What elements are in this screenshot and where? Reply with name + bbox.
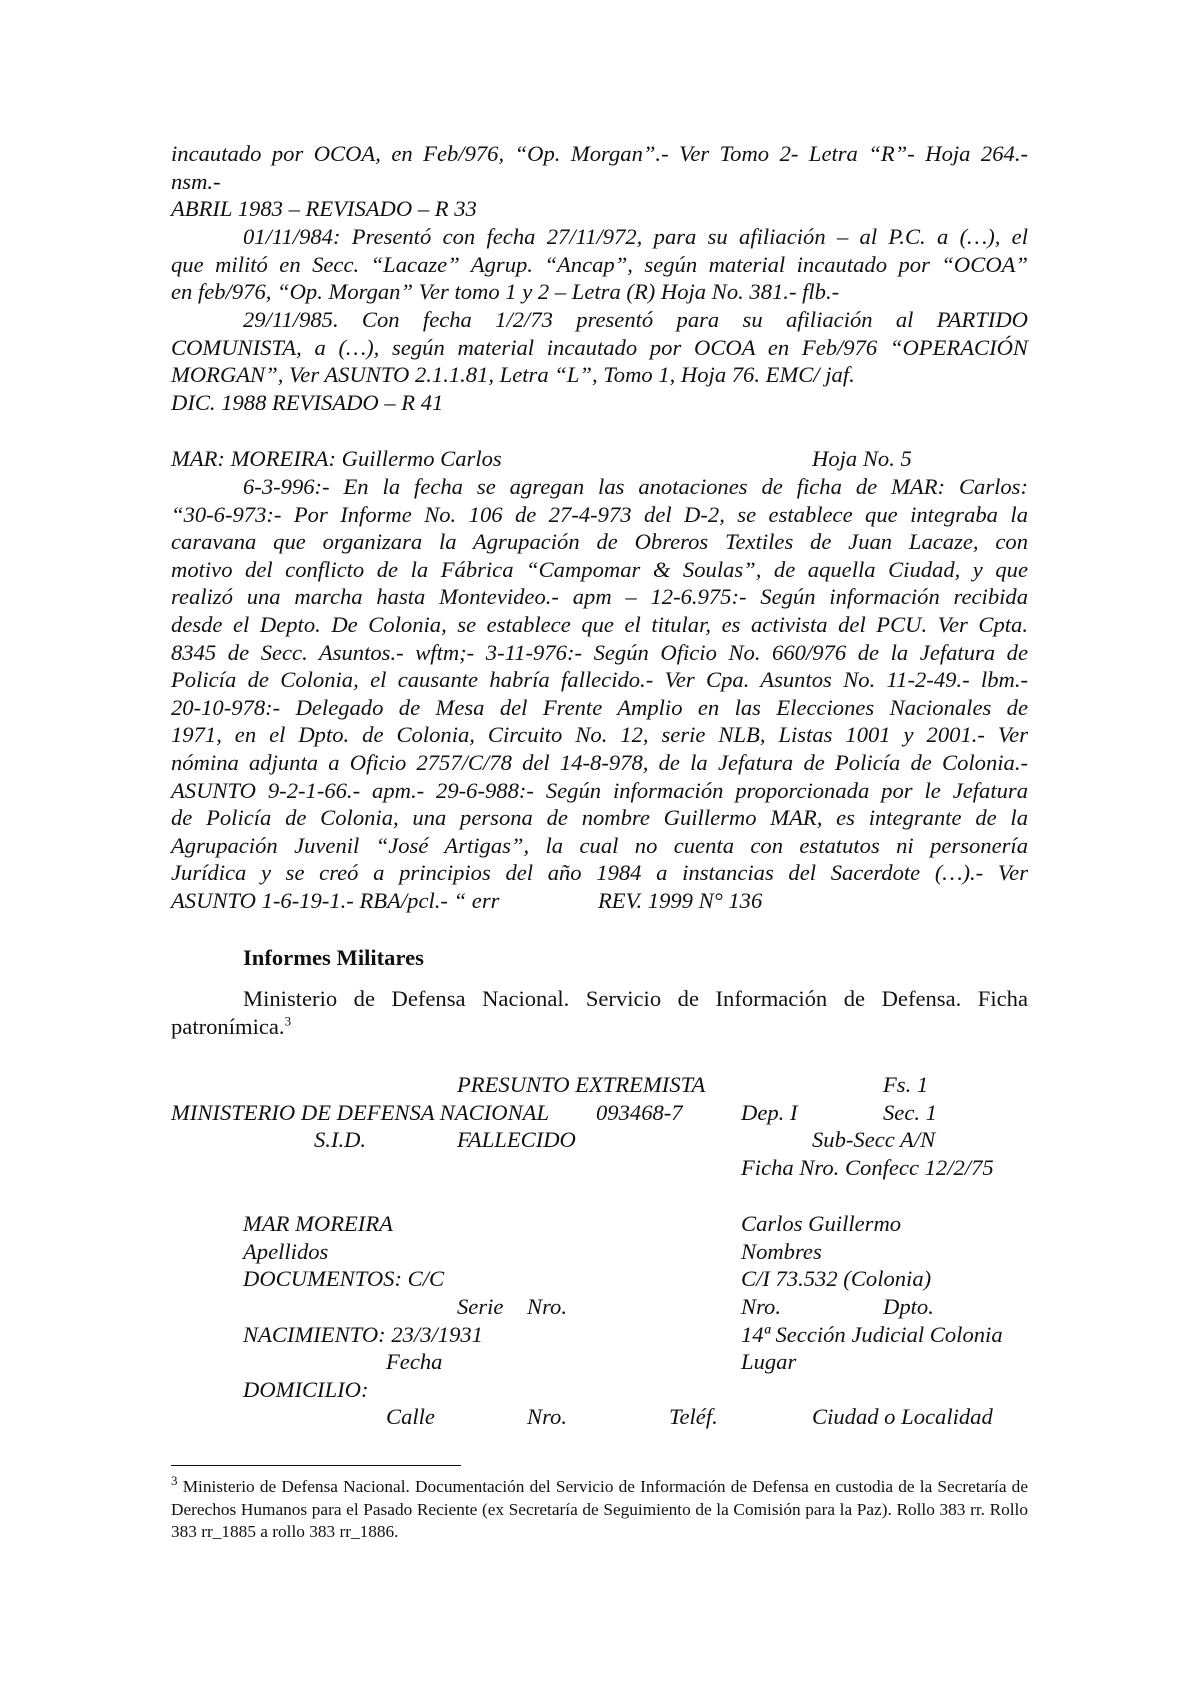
subsecc-label: Sub-Secc A/N xyxy=(812,1127,936,1152)
sid-label: S.I.D. xyxy=(314,1127,367,1152)
nro-label: Nro. xyxy=(527,1294,567,1319)
telefono-label: Teléf. xyxy=(669,1404,718,1429)
text-line: Jurídica y se creó a principios del año 1984 a instancias del Sacerdote (…).- Ver xyxy=(171,860,1028,886)
text-line: ASUNTO 9-2-1-66.- apm.- 29-6-988:- Según información proporcionada por le Jefatura xyxy=(171,777,1028,803)
top-continuation xyxy=(171,140,1028,223)
footnote xyxy=(171,1473,1028,1544)
fallecido-label: FALLECIDO xyxy=(457,1127,576,1152)
text-line: realizó una marcha hasta Montevideo.- apm – 12-6.975:- Según información recibida xyxy=(171,584,1028,610)
text-line: 01/11/984: Presentó con fecha 27/11/972, para su afiliación – al P.C. a (…), el xyxy=(243,224,1028,249)
text-line: patronímica.$^3$ xyxy=(171,1013,292,1039)
text-line: nsm.- xyxy=(171,168,221,194)
sec-label: Sec. 1 xyxy=(883,1100,937,1125)
section-heading: Informes Militares xyxy=(243,945,424,970)
text-line: Agrupación Juvenil “José Artigas”, la cual no cuenta con estatutos ni personería xyxy=(171,832,1028,858)
documentos-label: DOCUMENTOS: C/C xyxy=(243,1266,445,1291)
ci-value: C/I 73.532 (Colonia) xyxy=(741,1266,932,1291)
mar-name-header: MAR: MOREIRA: Guillermo Carlos xyxy=(171,446,502,471)
dep-label: Dep. I xyxy=(741,1100,798,1125)
mar-last-line-left: ASUNTO 1-6-19-1.- RBA/pcl.- “ err xyxy=(171,888,500,913)
lugar-value: 14ª Sección Judicial Colonia xyxy=(741,1322,1003,1347)
apellidos-label: Apellidos xyxy=(243,1239,329,1264)
text-line: incautado por OCOA, en Feb/976, “Op. Morgan”.- Ver Tomo 2- Letra “R”- Hoja 264.- xyxy=(171,141,1028,166)
serie-label: Serie xyxy=(457,1294,504,1319)
text-line: ABRIL 1983 – REVISADO – R 33 xyxy=(171,196,477,222)
nro-label: Nro. xyxy=(741,1294,781,1319)
mar-record-body xyxy=(171,473,1028,887)
text-line: Ministerio de Defensa Nacional. Servicio de Información de Defensa. Ficha xyxy=(243,986,1028,1011)
entry-1985 xyxy=(171,306,1028,416)
text-line: 20-10-978:- Delegado de Mesa del Frente Amplio en las Elecciones Nacionales de xyxy=(171,694,1028,720)
text-line: “30-6-973:- Por Informe No. 106 de 27-4-973 del D-2, se establece que integraba la xyxy=(171,501,1028,527)
informes-paragraph xyxy=(171,985,1028,1040)
entry-1984 xyxy=(171,223,1028,306)
lugar-label: Lugar xyxy=(741,1349,797,1374)
fs-label: Fs. 1 xyxy=(883,1072,929,1097)
text-line: de Policía de Colonia, una persona de nombre Guillermo MAR, es integrante de la xyxy=(171,805,1028,831)
presunto-extremista: PRESUNTO EXTREMISTA xyxy=(457,1072,706,1097)
ministerio-label: MINISTERIO DE DEFENSA NACIONAL xyxy=(171,1100,550,1125)
text-line: 8345 de Secc. Asuntos.- wftm;- 3-11-976:- Según Oficio No. 660/976 de la Jefatura de xyxy=(171,639,1028,665)
text-line: 29/11/985. Con fecha 1/2/73 presentó para su afiliación al PARTIDO xyxy=(243,307,1028,332)
nombres-value: Carlos Guillermo xyxy=(741,1211,902,1236)
text-line: 1971, en el Dpto. de Colonia, Circuito No. 12, serie NLB, Listas 1001 y 2001.- Ver xyxy=(171,722,1028,748)
text-line: 6-3-996:- En la fecha se agregan las anotaciones de ficha de MAR: Carlos: xyxy=(243,474,1028,499)
text-line: desde el Depto. De Colonia, se establece que el titular, es activista del PCU. Ver Cpta. xyxy=(171,611,1028,637)
ficha-number: 093468-7 xyxy=(596,1100,683,1125)
calle-label: Calle xyxy=(386,1404,435,1429)
footnote-number: 3 xyxy=(171,1473,178,1489)
text-line: caravana que organizara la Agrupación de Obreros Textiles de Juan Lacaze, con xyxy=(171,529,1028,555)
text-line: nómina adjunta a Oficio 2757/C/78 del 14-8-978, de la Jefatura de Policía de Colonia.- xyxy=(171,749,1028,775)
text-line: en feb/976, “Op. Morgan” Ver tomo 1 y 2 – Letra (R) Hoja No. 381.- flb.- xyxy=(171,279,840,305)
footnote-text: Ministerio de Defensa Nacional. Documentación del Servicio de Información de Defensa en custodia de la Secretaría de Derechos Humanos para el Pasado Reciente (ex Secretaría de Seguimiento de la Comisión para la Paz). Rollo 383 rr. Rollo 383 rr_1885 a rollo 383 rr_1886. xyxy=(171,1477,1028,1541)
footnote-ref[interactable]: 3 xyxy=(284,1013,292,1029)
ficha-confecc: Ficha Nro. Confecc 12/2/75 xyxy=(741,1155,994,1180)
text-line: MORGAN”, Ver ASUNTO 2.1.1.81, Letra “L”, Tomo 1, Hoja 76. EMC/ jaf. xyxy=(171,362,855,388)
mar-revision: REV. 1999 N° 136 xyxy=(598,888,763,913)
apellidos-value: MAR MOREIRA xyxy=(243,1211,393,1236)
fecha-label: Fecha xyxy=(386,1349,443,1374)
text-line: COMUNISTA, a (…), según material incautado por OCOA en Feb/976 “OPERACIÓN xyxy=(171,334,1028,360)
nro-label: Nro. xyxy=(527,1404,567,1429)
dpto-label: Dpto. xyxy=(883,1294,934,1319)
nombres-label: Nombres xyxy=(741,1239,822,1264)
text-line: DIC. 1988 REVISADO – R 41 xyxy=(171,389,444,415)
text-line: Policía de Colonia, el causante habría fallecido.- Ver Cpa. Asuntos No. 11-2-49.- lbm.- xyxy=(171,667,1028,693)
nacimiento-label: NACIMIENTO: 23/3/1931 xyxy=(243,1322,483,1347)
hoja-number: Hoja No. 5 xyxy=(812,446,912,471)
domicilio-label: DOMICILIO: xyxy=(243,1377,369,1402)
text-line: que militó en Secc. “Lacaze” Agrup. “Ancap”, según material incautado por “OCOA” xyxy=(171,251,1028,277)
text-line: motivo del conflicto de la Fábrica “Campomar & Soulas”, de aquella Ciudad, y que xyxy=(171,556,1028,582)
ciudad-label: Ciudad o Localidad xyxy=(812,1404,993,1429)
footnote-separator xyxy=(171,1465,461,1466)
